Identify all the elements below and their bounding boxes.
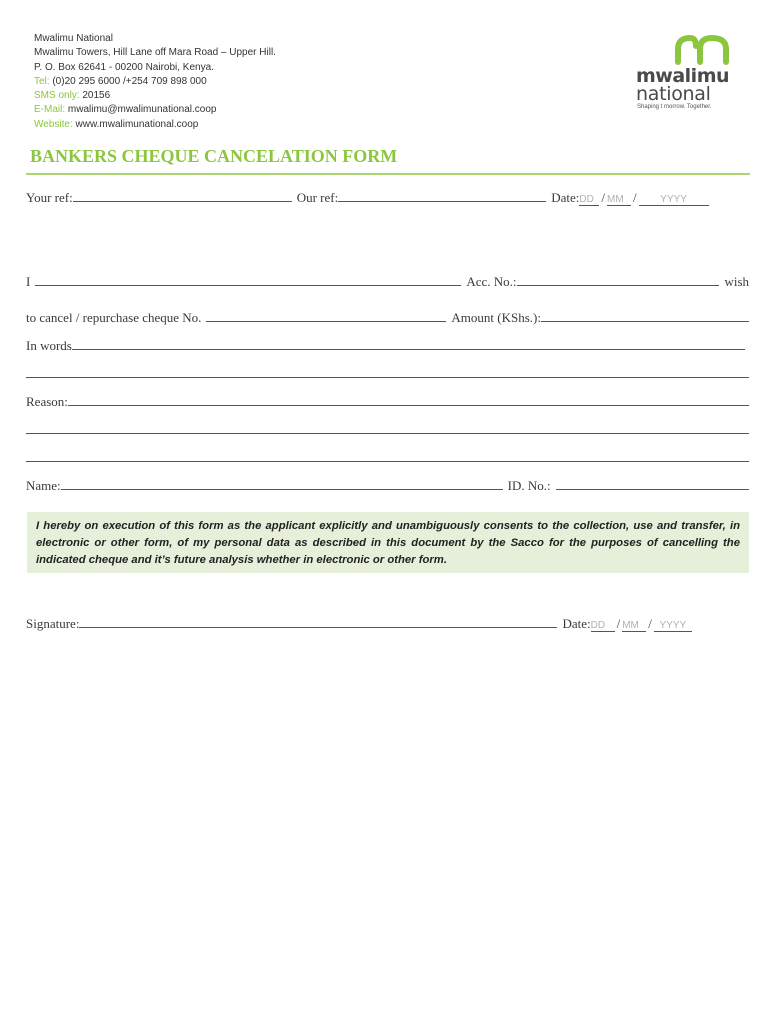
date-day-placeholder: DD bbox=[579, 194, 599, 206]
email-line bbox=[34, 103, 276, 117]
logo-word-national: national bbox=[636, 83, 711, 105]
date-field[interactable]: DD / MM / YYYY bbox=[579, 190, 708, 206]
name-field[interactable] bbox=[61, 477, 503, 490]
signature-date-field[interactable]: DD / MM / YYYY bbox=[591, 616, 692, 632]
in-words-continuation-line[interactable] bbox=[26, 377, 749, 378]
tel-label: Tel: bbox=[34, 75, 50, 87]
logo-word-mwalimu: mwalimu bbox=[636, 65, 730, 87]
consent-statement: I hereby on execution of this form as the applicant explicitly and unambiguously consents to the collection, use and transfer, in electronic or other form, of my personal data as described in this document by the Sacco for the purposes of cancelling the indicated cheque and it’s future analysis whether in electronic or other form. bbox=[27, 512, 749, 573]
email-value: mwalimu@mwalimunational.coop bbox=[65, 104, 217, 116]
title-divider bbox=[26, 173, 750, 175]
our-ref-field[interactable] bbox=[338, 189, 546, 202]
your-ref-label: Your ref: bbox=[26, 190, 73, 205]
acc-no-field[interactable] bbox=[517, 273, 720, 286]
website-value: www.mwalimunational.coop bbox=[72, 118, 199, 130]
tel-value: (0)20 295 6000 /+254 709 898 000 bbox=[49, 75, 207, 87]
our-ref-label: Our ref: bbox=[296, 190, 339, 205]
in-words-label: In words bbox=[26, 338, 72, 353]
acc-no-label: Acc. No.: bbox=[466, 274, 517, 289]
logo-tagline: Shaping t morrow. Together. bbox=[637, 104, 712, 110]
date2-month-placeholder: MM bbox=[622, 620, 646, 632]
applicant-name-field[interactable] bbox=[35, 273, 461, 286]
applicant-row bbox=[26, 273, 749, 290]
in-words-field[interactable] bbox=[72, 337, 745, 350]
tel-line bbox=[34, 75, 276, 89]
reference-row bbox=[26, 189, 749, 206]
name-id-row bbox=[26, 477, 749, 494]
signature-row bbox=[26, 615, 749, 632]
date-month-placeholder: MM bbox=[607, 194, 631, 206]
sms-line bbox=[34, 89, 276, 103]
date2-year-placeholder: YYYY bbox=[654, 620, 692, 632]
your-ref-field[interactable] bbox=[73, 189, 292, 202]
reason-continuation-line-1[interactable] bbox=[26, 433, 749, 434]
cancel-repurchase-label: to cancel / repurchase cheque No. bbox=[26, 310, 202, 325]
email-label: E-Mail: bbox=[34, 104, 66, 116]
form-title: BANKERS CHEQUE CANCELATION FORM bbox=[30, 146, 398, 166]
date2-day-placeholder: DD bbox=[591, 620, 615, 632]
reason-row bbox=[26, 393, 749, 410]
address-line-1: Mwalimu Towers, Hill Lane off Mara Road – Upper Hill. bbox=[34, 47, 276, 59]
cheque-row bbox=[26, 309, 749, 326]
logo-arches-icon bbox=[634, 34, 738, 66]
reason-label: Reason: bbox=[26, 394, 68, 409]
i-label: I bbox=[26, 274, 31, 289]
website-line bbox=[34, 118, 276, 132]
date-year-placeholder: YYYY bbox=[639, 194, 709, 206]
address-line-2: P. O. Box 62641 - 00200 Nairobi, Kenya. bbox=[34, 61, 214, 73]
wish-label: wish bbox=[724, 274, 749, 289]
reason-continuation-line-2[interactable] bbox=[26, 461, 749, 462]
sms-label: SMS only: bbox=[34, 90, 80, 102]
signature-field[interactable] bbox=[79, 615, 557, 628]
name-label: Name: bbox=[26, 478, 61, 493]
letterhead bbox=[34, 32, 276, 132]
website-label: Website: bbox=[34, 118, 73, 130]
mwalimu-national-logo bbox=[634, 34, 738, 114]
cheque-no-field[interactable] bbox=[206, 309, 446, 322]
date-label: Date: bbox=[551, 190, 580, 205]
id-no-label: ID. No.: bbox=[507, 478, 551, 493]
sms-value: 20156 bbox=[79, 90, 111, 102]
date2-label: Date: bbox=[562, 616, 591, 631]
org-name: Mwalimu National bbox=[34, 33, 113, 44]
reason-field[interactable] bbox=[68, 393, 749, 406]
id-no-field[interactable] bbox=[556, 477, 749, 490]
amount-label: Amount (KShs.): bbox=[451, 310, 541, 325]
amount-field[interactable] bbox=[541, 309, 749, 322]
in-words-row bbox=[26, 337, 745, 354]
signature-label: Signature: bbox=[26, 616, 80, 631]
